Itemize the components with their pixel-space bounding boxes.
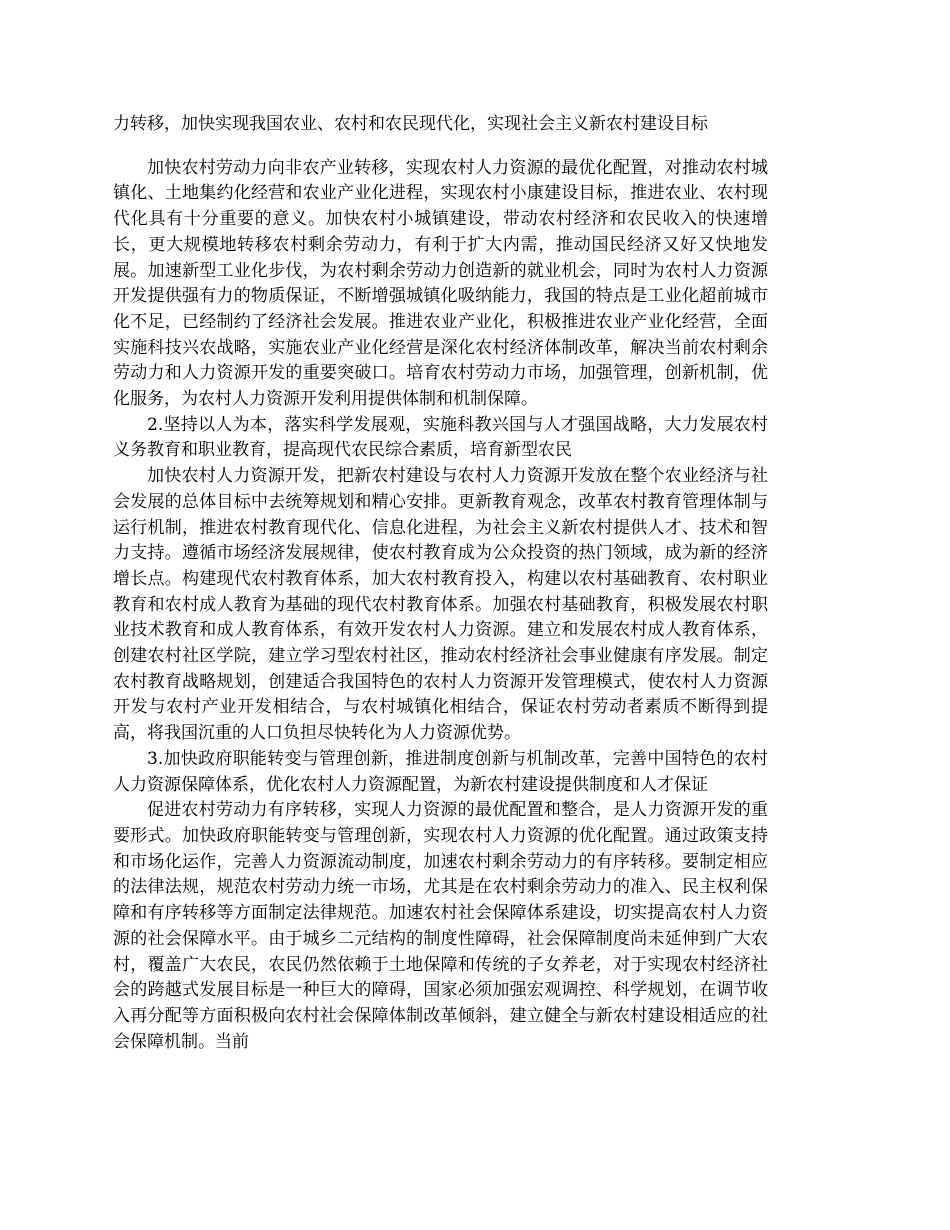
numbered-heading-3: 3.加快政府职能转变与管理创新，推进制度创新与机制改革，完善中国特色的农村人力资源保障体系，优化农村人力资源配置，为新农村建设提供制度和人才保证 xyxy=(113,748,768,795)
paragraph-2: 加快农村人力资源开发，把新农村建设与农村人力资源开发放在整个农业经济与社会发展的总体目标中去统筹规划和精心安排。更新教育观念，改革农村教育管理体制与运行机制，推进农村教育现代化、信息化进程，为社会主义新农村提供人才、技术和智力支持。遵循市场经济发展规律，使农村教育成为公众投资的热门领域，成为新的经济增长点。构建现代农村教育体系，加大农村教育投入，构建以农村基础教育、农村职业教育和农村成人教育为基础的现代农村教育体系。加强农村基础教育，积极发展农村职业技术教育和成人教育体系，有效开发农村人力资源。建立和发展农村成人教育体系，创建农村社区学院，建立学习型农村社区，推动农村经济社会事业健康有序发展。制定农村教育战略规划，创建适合我国特色的农村人力资源开发管理模式，使农村人力资源开发与农村产业开发相结合，与农村城镇化相结合，保证农村劳动者素质不断得到提高，将我国沉重的人口负担尽快转化为人力资源优势。 xyxy=(113,466,768,744)
document-body xyxy=(113,112,768,1055)
numbered-heading-2: 2.坚持以人为本，落实科学发展观，实施科教兴国与人才强国战略，大力发展农村义务教育和职业教育，提高现代农民综合素质，培育新型农民 xyxy=(113,414,768,461)
paragraph-3: 促进农村劳动力有序转移，实现人力资源的最优配置和整合，是人力资源开发的重要形式。加快政府职能转变与管理创新，实现农村人力资源的优化配置。通过政策支持和市场化运作，完善人力资源流动制度，加速农村剩余劳动力的有序转移。要制定相应的法律法规，规范农村劳动力统一市场，尤其是在农村剩余劳动力的准入、民主权利保障和有序转移等方面制定法律规范。加速农村社会保障体系建设，切实提高农村人力资源的社会保障水平。由于城乡二元结构的制度性障碍，社会保障制度尚未延伸到广大农村，覆盖广大农民，农民仍然依赖于土地保障和传统的子女养老，对于实现农村经济社会的跨越式发展目标是一种巨大的障碍，国家必须加强宏观调控、科学规划，在调节收入再分配等方面积极向农村社会保障体制改革倾斜，建立健全与新农村建设相适应的社会保障机制。当前 xyxy=(113,800,768,1052)
paragraph-1: 加快农村劳动力向非农产业转移，实现农村人力资源的最优化配置，对推动农村城镇化、土地集约化经营和农业产业化进程，实现农村小康建设目标，推进农业、农村现代化具有十分重要的意义。加快农村小城镇建设，带动农村经济和农民收入的快速增长，更大规模地转移农村剩余劳动力，有利于扩大内需，推动国民经济又好又快地发展。加速新型工业化步伐，为农村剩余劳动力创造新的就业机会，同时为农村人力资源开发提供强有力的物质保证，不断增强城镇化吸纳能力，我国的特点是工业化超前城市化不足，已经制约了经济社会发展。推进农业产业化，积极推进农业产业化经营，全面实施科技兴农战略，实施农业产业化经营是深化农村经济体制改革，解决当前农村剩余劳动力和人力资源开发的重要突破口。培育农村劳动力市场，加强管理，创新机制，优化服务，为农村人力资源开发利用提供体制和机制保障。 xyxy=(113,157,768,410)
section-heading: 力转移，加快实现我国农业、农村和农民现代化，实现社会主义新农村建设目标 xyxy=(113,114,708,134)
